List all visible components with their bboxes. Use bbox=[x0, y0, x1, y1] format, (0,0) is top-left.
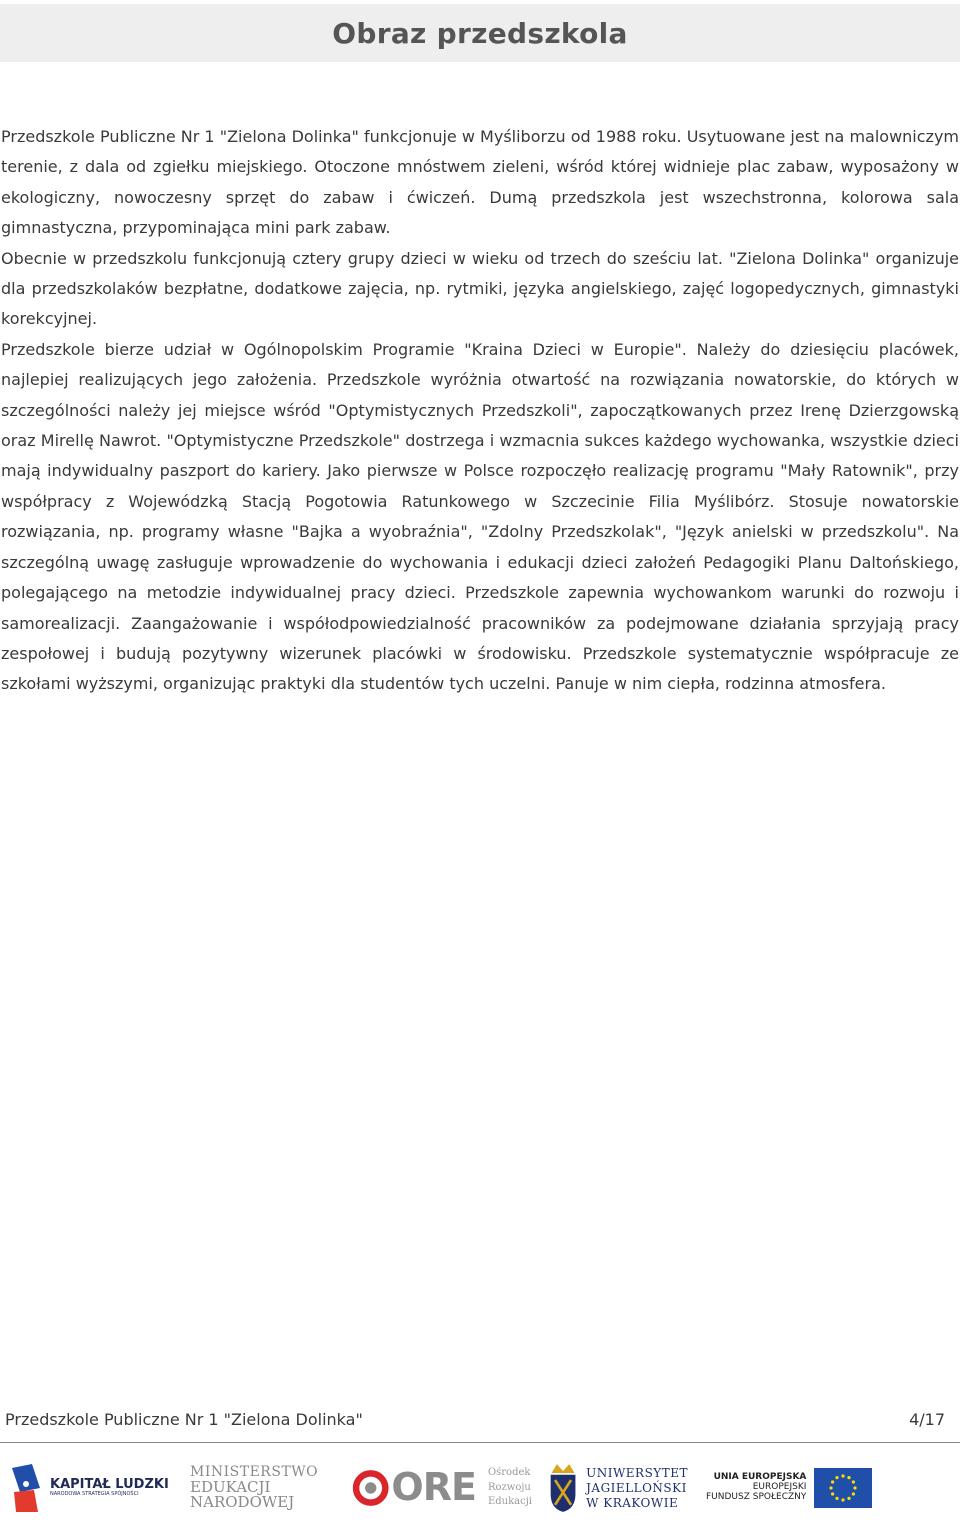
men-line2: EDUKACJI bbox=[190, 1477, 271, 1496]
eu-line2: EUROPEJSKI bbox=[752, 1482, 807, 1493]
uj-crest-icon bbox=[548, 1459, 578, 1517]
paragraph-groups: Obecnie w przedszkolu funkcjonują cztery grupy dzieci w wieku od trzech do sześciu lat. "Zielona Dolinka" organizuje dla przedszkolaków bezpłatne, dodatkowe zajęcia, np. rytmiki, języka angielskiego, zajęć logopedycznych, gimnastyki korekcyjnej. bbox=[1, 248, 959, 329]
kapital-ludzki-logo bbox=[10, 1452, 170, 1524]
eu-star bbox=[836, 1497, 839, 1500]
uj-line2: JAGIELLOŃSKI bbox=[586, 1480, 687, 1495]
uj-logo bbox=[548, 1452, 688, 1524]
men-line1: MINISTERSTWO bbox=[190, 1463, 319, 1480]
eu-star bbox=[852, 1492, 855, 1495]
ore-logo bbox=[352, 1452, 532, 1524]
title-bar bbox=[0, 4, 960, 62]
sponsor-logos bbox=[0, 1452, 960, 1524]
paragraph-programs: Przedszkole bierze udział w Ogólnopolskim Programie "Kraina Dzieci w Europie". Należy do dziesięciu placówek, najlepiej realizujących jego założenia. Przedszkole wyróżnia otwartość na rozwiązania nowatorskie, do których w szczególności należy jej miejsce wśród "Optymistycznych Przedszkoli", zapoczątkowanych przez Irenę Dzierzgowską oraz Mirellę Nawrot. "Optymistyczne Przedszkole" dostrzega i wzmacnia sukces każdego wychowanka, wszystkie dzieci mają indywidualny paszport do kariery. Jako pierwsze w Polsce rozpoczęło realizację programu "Mały Ratownik", przy współpracy z Wojewódzką Stacją Pogotowia Ratunkowego w Szczecinie Filia Myślibórz. Stosuje nowatorskie rozwiązania, np. programy własne "Bajka a wyobraźnia", "Zdolny Przedszkolak", "Język anielski w przedszkolu". Na szczególną uwagę zasługuje wprowadzenie do wychowania i edukacji dzieci założeń Pedagogiki Planu Daltońskiego, polegającego na metodzie indywidualnej pracy dzieci. Przedszkole zapewnia wychowankom warunki do rozwoju i samorealizacji. Zaangażowanie i współodpowiedzialność pracowników za podejmowane działania sprzyjają pracy zespołowej i budują pozytywny wizerunek placówki w środowisku. Przedszkole systematycznie współpracuje ze szkołami wyższymi, organizując praktyki dla studentów tych uczelni. Panuje w nim ciepła, rodzinna atmosfera. bbox=[1, 339, 959, 694]
eu-star bbox=[830, 1486, 833, 1489]
eu-star bbox=[854, 1486, 857, 1489]
footer-document-name: Przedszkole Publiczne Nr 1 "Zielona Dolinka" bbox=[5, 1410, 363, 1429]
kapital-ludzki-name: KAPITAŁ LUDZKI bbox=[50, 1477, 169, 1493]
ore-mark: ORE bbox=[391, 1465, 476, 1510]
eu-line1: UNIA EUROPEJSKA bbox=[713, 1472, 807, 1483]
eu-star bbox=[842, 1498, 845, 1501]
kapital-ludzki-emblem-icon bbox=[10, 1462, 42, 1514]
eu-star bbox=[831, 1480, 834, 1483]
eu-star bbox=[848, 1476, 851, 1479]
footer-divider bbox=[0, 1442, 960, 1443]
eu-line3: FUNDUSZ SPOŁECZNY bbox=[706, 1491, 807, 1502]
men-line3: NARODOWEJ bbox=[190, 1493, 295, 1512]
eu-star bbox=[836, 1476, 839, 1479]
eu-star bbox=[852, 1480, 855, 1483]
eu-star bbox=[831, 1492, 834, 1495]
eu-star bbox=[848, 1497, 851, 1500]
ore-line3: Edukacji bbox=[487, 1496, 532, 1508]
paragraph-history: Przedszkole Publiczne Nr 1 "Zielona Dolinka" funkcjonuje w Myśliborzu od 1988 roku. Usytuowane jest na malowniczym terenie, z dala od zgiełku miejskiego. Otoczone mnóstwem zieleni, wśród której widnieje plac zabaw, wyposażony w ekologiczny, nowoczesny sprzęt do zabaw i ćwiczeń. Dumą przedszkola jest wszechstronna, kolorowa sala gimnastyczna, przypominająca mini park zabaw. bbox=[1, 127, 959, 238]
eu-star bbox=[842, 1474, 845, 1477]
footer-page-number: 4/17 bbox=[909, 1410, 945, 1429]
ore-line2: Rozwoju bbox=[487, 1481, 531, 1493]
page-title: Obraz przedszkola bbox=[332, 16, 628, 50]
uj-line3: W KRAKOWIE bbox=[586, 1495, 679, 1510]
eu-logo bbox=[706, 1452, 876, 1524]
page-footer bbox=[5, 1410, 945, 1429]
eu-flag-icon bbox=[814, 1468, 872, 1508]
men-logo bbox=[190, 1452, 320, 1524]
ore-line1: Ośrodek bbox=[487, 1467, 531, 1479]
uj-line1: UNIWERSYTET bbox=[586, 1465, 688, 1480]
document-body bbox=[1, 122, 959, 700]
ore-ring-icon bbox=[352, 1465, 389, 1511]
kapital-ludzki-tagline: NARODOWA STRATEGIA SPÓJNOŚCI bbox=[50, 1491, 139, 1498]
